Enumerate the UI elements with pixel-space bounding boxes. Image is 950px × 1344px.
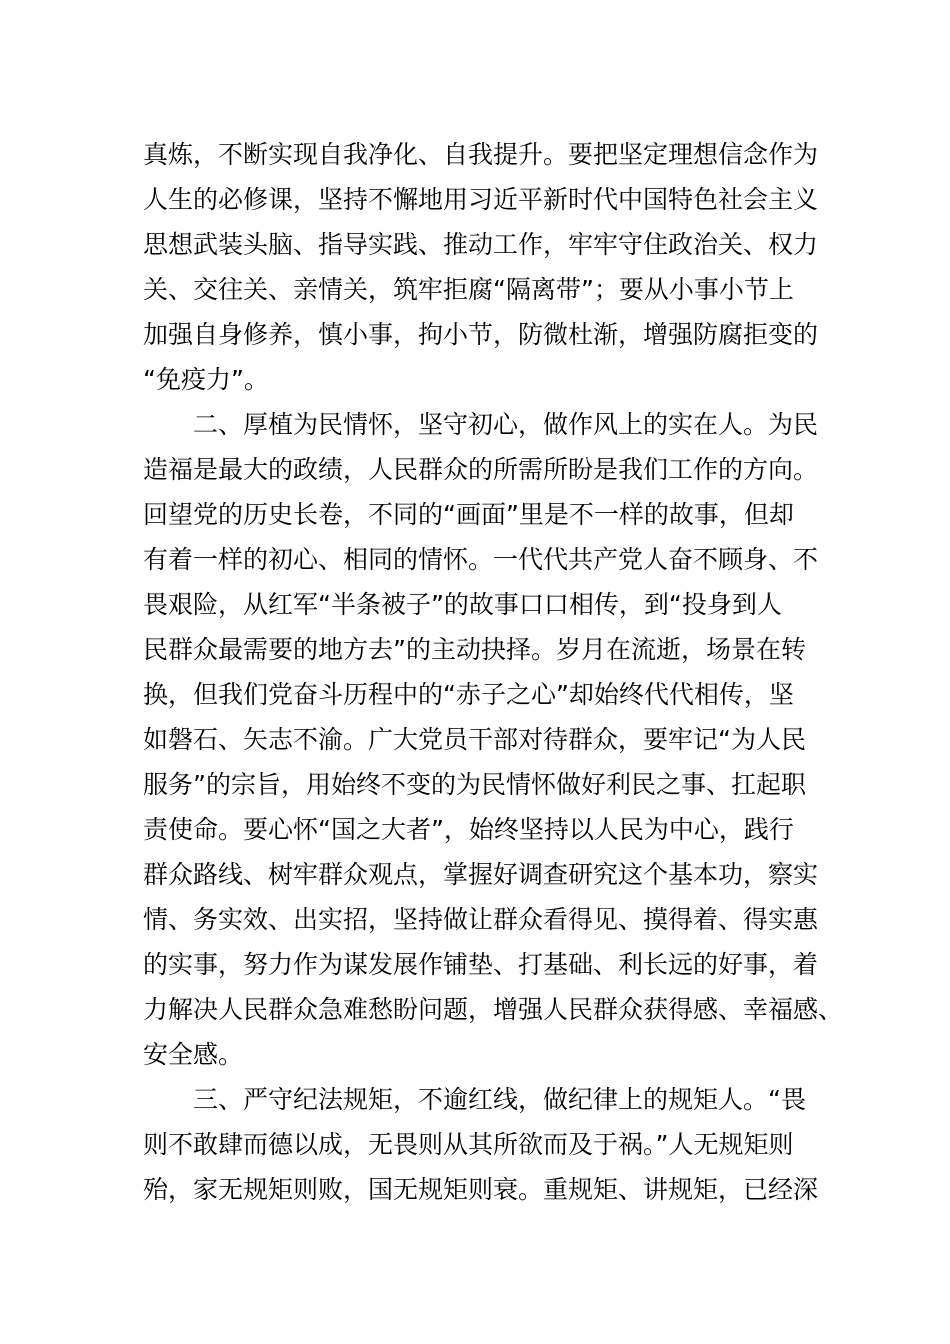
text-line: 换，但我们党奋斗历程中的“赤子之心”却始终代代相传，坚 (143, 680, 794, 709)
text-line: 的实事，努力作为谋发展作铺垫、打基础、利长远的好事，着 (143, 950, 819, 979)
text-line: 有着一样的初心、相同的情怀。一代代共产党人奋不顾身、不 (143, 545, 819, 574)
document-body (143, 132, 844, 1212)
text-line: 民群众最需要的地方去”的主动抉择。岁月在流逝，场景在转 (143, 635, 806, 664)
text-line: 加强自身修养，慎小事，拘小节，防微杜渐，增强防腐拒变的 (143, 320, 819, 349)
text-line: 造福是最大的政绩，人民群众的所需所盼是我们工作的方向。 (143, 455, 819, 484)
section-heading-line: 三、严守纪法规矩，不逾红线，做纪律上的规矩人。“畏 (193, 1085, 806, 1114)
text-line: 服务”的宗旨，用始终不变的为民情怀做好利民之事、扛起职 (143, 770, 806, 799)
text-line: 力解决人民群众急难愁盼问题，增强人民群众获得感、幸福感、 (143, 995, 844, 1024)
text-line: 安全感。 (143, 1040, 244, 1069)
text-line: 真炼，不断实现自我净化、自我提升。要把坚定理想信念作为 (143, 140, 819, 169)
text-line: 殆，家无规矩则败，国无规矩则衰。重规矩、讲规矩，已经深 (143, 1175, 819, 1204)
text-line: 责使命。要心怀“国之大者”，始终坚持以人民为中心，践行 (143, 815, 794, 844)
text-line: “免疫力”。 (143, 365, 269, 394)
text-line: 情、务实效、出实招，坚持做让群众看得见、摸得着、得实惠 (143, 905, 819, 934)
text-line: 关、交往关、亲情关，筑牢拒腐“隔离带”；要从小事小节上 (143, 275, 794, 304)
text-line: 群众路线、树牢群众观点，掌握好调查研究这个基本功，察实 (143, 860, 819, 889)
text-line: 回望党的历史长卷，不同的“画面”里是不一样的故事，但却 (143, 500, 794, 529)
text-line: 畏艰险，从红军“半条被子”的故事口口相传，到“投身到人 (143, 590, 782, 619)
section-heading-line: 二、厚植为民情怀，坚守初心，做作风上的实在人。为民 (193, 410, 819, 439)
text-line: 则不敢肆而德以成，无畏则从其所欲而及于祸。”人无规矩则 (143, 1130, 794, 1159)
text-line: 如磐石、矢志不渝。广大党员干部对待群众，要牢记“为人民 (143, 725, 806, 754)
text-line: 人生的必修课，坚持不懈地用习近平新时代中国特色社会主义 (143, 185, 819, 214)
text-line: 思想武装头脑、指导实践、推动工作，牢牢守住政治关、权力 (143, 230, 819, 259)
